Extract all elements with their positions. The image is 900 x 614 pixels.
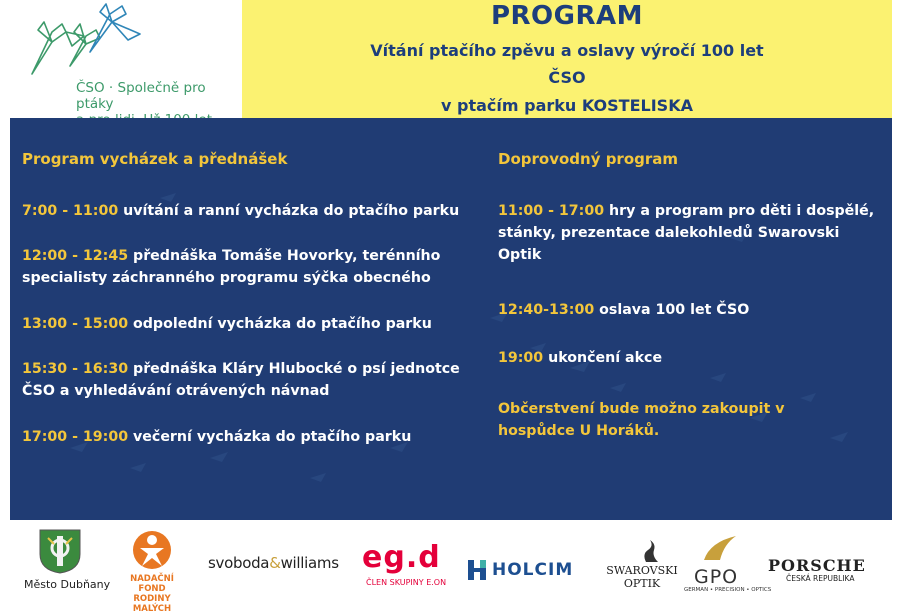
sponsors-footer [0, 520, 900, 614]
item-text-cont: specialisty záchranného programu sýčka obecného [22, 270, 431, 286]
williams-text: williams [280, 554, 339, 572]
left-item [22, 245, 462, 289]
holcim-logo: HOLCIM [492, 560, 574, 580]
fond-line-2: RODINY MALÝCH [132, 594, 172, 614]
item-text: přednáška Tomáše Hovorky, terénního [128, 248, 441, 264]
left-item [22, 200, 462, 222]
dubnany-coat-of-arms-icon [38, 528, 82, 574]
item-text: ukončení akce [543, 350, 663, 366]
swan-icon [640, 538, 660, 564]
program-panel [10, 118, 892, 520]
item-time: 7:00 - 11:00 [22, 203, 119, 219]
svoboda-williams-logo [208, 554, 339, 572]
item-time: 11:00 - 17:00 [498, 203, 605, 219]
item-time: 17:00 - 19:00 [22, 429, 129, 445]
gpo-logo: GPO [694, 566, 739, 588]
left-item [22, 358, 462, 402]
item-time: 15:30 - 16:30 [22, 361, 129, 377]
item-text: přednáška Kláry Hlubocké o psí jednotce [128, 361, 460, 377]
swarovski-line-1: SWAROVSKI [606, 564, 678, 577]
svoboda-text: svoboda [208, 554, 270, 572]
event-title-line-3: v ptačím parku KOSTELISKA [441, 96, 693, 115]
swarovski-line-2: OPTIK [623, 577, 661, 590]
right-item [498, 200, 888, 266]
gpo-wing-icon [700, 534, 740, 562]
porsche-subtitle: ČESKÁ REPUBLIKA [786, 574, 855, 583]
left-item [22, 426, 462, 448]
refreshments-note [498, 398, 888, 442]
header-banner [242, 0, 892, 118]
cso-logo [0, 0, 242, 118]
page-title: PROGRAM [490, 1, 644, 31]
item-time: 13:00 - 15:00 [22, 316, 129, 332]
right-item [498, 347, 888, 369]
item-text-cont: stánky, prezentace dalekohledů Swarovski [498, 225, 840, 241]
ampersand: & [269, 554, 281, 572]
item-text: hry a program pro děti i dospělé, [604, 203, 875, 219]
holcim-icon [466, 558, 488, 582]
item-text: oslava 100 let ČSO [594, 302, 750, 318]
swarovski-logo [600, 564, 684, 590]
birds-logo-icon [22, 2, 152, 82]
item-text: odpolední vycházka do ptačího parku [128, 316, 432, 332]
refreshments-line-2: hospůdce U Horáků. [498, 423, 660, 439]
logo-line-1: ČSO · Společně pro ptáky [76, 80, 206, 112]
right-heading: Doprovodný program [498, 150, 679, 168]
item-text-cont: Optik [498, 247, 542, 263]
egd-logo: eg.d [362, 540, 441, 575]
left-heading: Program vycházek a přednášek [22, 150, 288, 168]
gpo-subtitle: GERMAN • PRECISION • OPTICS [684, 587, 772, 593]
left-item [22, 313, 462, 335]
left-column [22, 148, 462, 170]
event-title-line-2: ČSO [548, 68, 586, 87]
item-time: 12:00 - 12:45 [22, 248, 129, 264]
event-title-line-1: Vítání ptačího zpěvu a oslavy výročí 100 let [370, 41, 764, 60]
item-text: uvítání a ranní vycházka do ptačího parku [118, 203, 460, 219]
nadacni-fond-logo-icon [132, 530, 172, 570]
nadacni-fond-label [120, 574, 184, 614]
right-item [498, 299, 888, 321]
dubnany-label: Město Dubňany [24, 578, 111, 591]
porsche-logo: PORSCHE [768, 556, 866, 575]
fond-line-1: NADAČNÍ FOND [130, 574, 174, 594]
right-column [498, 148, 888, 170]
item-time: 12:40-13:00 [498, 302, 595, 318]
egd-subtitle: ČLEN SKUPINY E.ON [366, 578, 447, 587]
item-text: večerní vycházka do ptačího parku [128, 429, 412, 445]
item-time: 19:00 [498, 350, 544, 366]
item-text-cont: ČSO a vyhledávání otrávených návnad [22, 383, 330, 399]
refreshments-line-1: Občerstvení bude možno zakoupit v [498, 401, 785, 417]
